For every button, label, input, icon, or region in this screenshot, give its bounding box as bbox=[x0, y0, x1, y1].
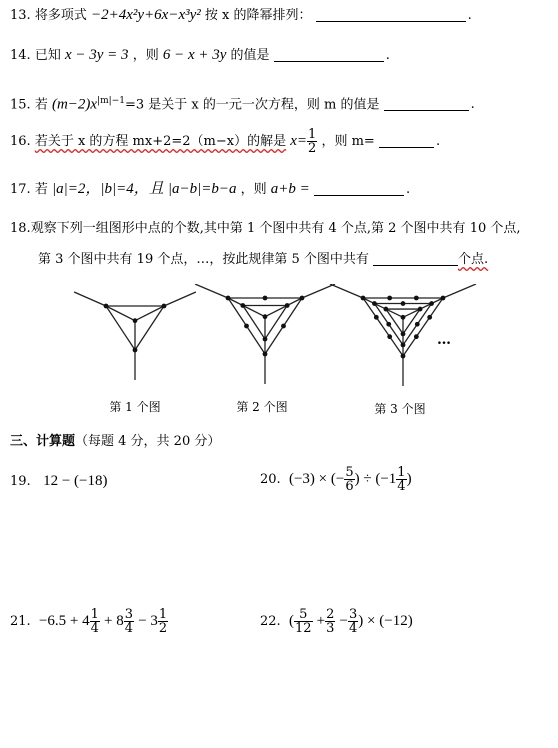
numerator: 1 bbox=[308, 127, 317, 142]
target-expression: 6 − x + 3y bbox=[162, 47, 227, 63]
question-18 bbox=[10, 220, 521, 238]
question-text-tail: 个点. bbox=[458, 252, 489, 267]
question-text: 若 bbox=[34, 182, 48, 197]
equation-exponent: |m|−1 bbox=[97, 96, 125, 106]
calc-part: − bbox=[339, 613, 348, 629]
question-text-tail: 是关于 x 的一元一次方程，则 m 的值是 bbox=[148, 97, 380, 113]
question-text-tail: ，则 m= bbox=[321, 134, 375, 149]
question-number: 18. bbox=[10, 221, 31, 236]
condition-abs-diff: |a−b|=b−a bbox=[167, 181, 237, 197]
figure-arm bbox=[302, 284, 335, 298]
figure-point bbox=[401, 332, 406, 337]
question-text: ，则 bbox=[132, 48, 159, 63]
figure-point bbox=[263, 314, 268, 319]
fraction bbox=[158, 608, 168, 635]
figure-point bbox=[429, 301, 434, 306]
question-text: 观察下列一组图形中点的个数,其中第 1 个图中共有 4 个点,第 2 个图中共有 10 个点, bbox=[30, 221, 521, 236]
calc-part: + bbox=[316, 613, 326, 629]
figure-point bbox=[263, 337, 268, 342]
answer-blank[interactable] bbox=[274, 47, 384, 62]
fraction bbox=[348, 608, 358, 635]
question-text-tail: 按 x 的降幂排列： bbox=[204, 8, 312, 23]
calc-part: ) ÷ (−1 bbox=[354, 471, 397, 487]
figure-point bbox=[240, 303, 245, 308]
denominator: 4 bbox=[397, 479, 406, 494]
figure-point bbox=[226, 296, 231, 301]
question-19 bbox=[10, 472, 108, 491]
question-20 bbox=[260, 466, 412, 493]
question-text: ，则 bbox=[240, 182, 267, 197]
numerator: 5 bbox=[345, 465, 354, 480]
answer-blank[interactable] bbox=[384, 96, 469, 111]
fraction bbox=[307, 128, 317, 155]
question-21 bbox=[10, 608, 168, 635]
equation-base: (m−2)x bbox=[51, 96, 98, 113]
denominator: 4 bbox=[90, 621, 99, 636]
figure-arm bbox=[443, 284, 476, 298]
question-text: 若关于 x 的方程 mx+2=2（m−x）的解是 bbox=[34, 134, 287, 149]
question-22 bbox=[260, 608, 413, 635]
denominator: 2 bbox=[158, 621, 168, 636]
question-number: 15. bbox=[10, 97, 31, 113]
calc-part: ) × (−12) bbox=[358, 613, 413, 629]
figure-point bbox=[386, 322, 391, 327]
question-text: 将多项式 bbox=[34, 8, 87, 23]
fraction bbox=[124, 608, 134, 635]
question-18-line2 bbox=[38, 251, 488, 269]
numerator: 2 bbox=[326, 607, 335, 622]
figure-point bbox=[133, 348, 138, 353]
condition-abs: |a|=2，|b|=4，且 bbox=[51, 181, 164, 197]
calc-part: − 3 bbox=[138, 613, 158, 629]
denominator: 3 bbox=[326, 621, 335, 636]
question-text: 第 3 个图中共有 19 个点，…，按此规律第 5 个图中共有 bbox=[38, 252, 369, 267]
figure-caption-2: 第 2 个图 bbox=[236, 400, 288, 414]
figure-point bbox=[401, 354, 406, 359]
answer-blank[interactable] bbox=[379, 133, 434, 148]
figure-point bbox=[401, 301, 406, 306]
figure-point bbox=[401, 315, 406, 320]
question-number: 14. bbox=[10, 48, 31, 63]
question-15: 15. 若 $(m-2)x^{|m|-1}=3$ 是关于 x 的一元一次方程，则 m 的值是 . bbox=[10, 96, 475, 113]
fraction bbox=[344, 466, 354, 493]
numerator: 1 bbox=[158, 607, 168, 622]
numerator: 1 bbox=[90, 607, 99, 622]
question-number: 20. bbox=[260, 472, 281, 487]
question-text-tail: 的值是 bbox=[230, 48, 270, 63]
question-16: 16. 若关于 x 的方程 mx+2=2（m−x）的解是 x= $\frac{1}{2}$ ，则 m= . bbox=[10, 127, 441, 156]
figure-caption-3: 第 3 个图 bbox=[374, 402, 426, 416]
figure-ellipsis: … bbox=[437, 332, 451, 348]
figure-point bbox=[372, 301, 377, 306]
calc-part: ) bbox=[406, 471, 412, 487]
condition-equation: x − 3y = 3 bbox=[64, 47, 129, 63]
fraction bbox=[90, 608, 100, 635]
numerator: 5 bbox=[294, 608, 313, 622]
numerator: 3 bbox=[349, 607, 358, 622]
figure-point bbox=[387, 334, 392, 339]
figure-point bbox=[104, 304, 109, 309]
polynomial-expression: −2+4x²y+6x−x³y² bbox=[90, 7, 201, 23]
denominator: 2 bbox=[308, 141, 317, 156]
solution-label: x= bbox=[290, 133, 308, 149]
calc-part: (−3) × (− bbox=[288, 471, 345, 487]
figure-point bbox=[285, 303, 290, 308]
figure-point bbox=[418, 307, 423, 312]
figure-point bbox=[244, 324, 249, 329]
figure-point bbox=[414, 296, 419, 301]
figure-point bbox=[361, 296, 366, 301]
fraction bbox=[325, 608, 335, 635]
figure-arm bbox=[74, 292, 106, 306]
calc-part: −6.5 + 4 bbox=[38, 613, 90, 629]
numerator: 3 bbox=[124, 607, 134, 622]
section-note: （每题 4 分，共 20 分） bbox=[75, 434, 221, 449]
triangle-edge bbox=[135, 306, 164, 350]
figure-point bbox=[401, 343, 406, 348]
equation-rhs: =3 bbox=[124, 97, 145, 113]
answer-blank[interactable] bbox=[316, 7, 466, 22]
denominator: 12 bbox=[294, 621, 312, 636]
question-text: 若 bbox=[34, 97, 48, 113]
calc-part: ( bbox=[288, 613, 294, 629]
figure-point bbox=[427, 315, 432, 320]
figure-point bbox=[374, 315, 379, 320]
denominator: 4 bbox=[124, 621, 134, 636]
section-title bbox=[10, 430, 220, 449]
denominator: 4 bbox=[349, 621, 358, 636]
figure-arm bbox=[330, 284, 363, 298]
calc-expression: 12 − (−18) bbox=[43, 473, 108, 489]
figure-point bbox=[387, 296, 392, 301]
figure-point bbox=[133, 318, 138, 323]
figure-point bbox=[383, 307, 388, 312]
fraction bbox=[396, 466, 406, 493]
figure-caption-1: 第 1 个图 bbox=[109, 400, 161, 414]
figure-point bbox=[263, 352, 268, 357]
question-number: 22. bbox=[260, 614, 281, 629]
answer-blank[interactable] bbox=[373, 251, 458, 266]
answer-blank[interactable] bbox=[314, 181, 404, 196]
question-17: 17. 若 |a|=2，|b|=4，且 |a−b|=b−a ，则 a+b = . bbox=[10, 181, 411, 197]
question-number: 19. bbox=[10, 474, 31, 489]
result-expression: a+b = bbox=[270, 181, 310, 197]
figure-point bbox=[162, 304, 167, 309]
denominator: 6 bbox=[345, 479, 354, 494]
figure-point bbox=[281, 324, 286, 329]
question-number: 16. bbox=[10, 134, 31, 149]
numerator: 1 bbox=[397, 465, 406, 480]
question-number: 21. bbox=[10, 614, 31, 629]
fraction bbox=[294, 608, 313, 635]
figure-point bbox=[414, 334, 419, 339]
figure-arm bbox=[195, 284, 228, 298]
figure-arm bbox=[164, 292, 196, 306]
figure-point bbox=[263, 296, 268, 301]
figure-point bbox=[441, 296, 446, 301]
calc-part: + 8 bbox=[104, 613, 124, 629]
question-13: 13. 将多项式 −2+4x²y+6x−x³y² 按 x 的降幂排列： . bbox=[10, 7, 472, 23]
dot-pattern-figures bbox=[0, 284, 558, 394]
figure-point bbox=[300, 296, 305, 301]
question-number: 17. bbox=[10, 182, 31, 197]
section-heading: 三、计算题 bbox=[10, 434, 76, 449]
triangle-edge bbox=[363, 298, 403, 356]
question-14: 14. 已知 x − 3y = 3 ，则 6 − x + 3y 的值是 . bbox=[10, 47, 390, 63]
question-text: 已知 bbox=[34, 48, 61, 63]
triangle-edge bbox=[106, 306, 135, 350]
question-number: 13. bbox=[10, 8, 31, 23]
figure-point bbox=[415, 322, 420, 327]
